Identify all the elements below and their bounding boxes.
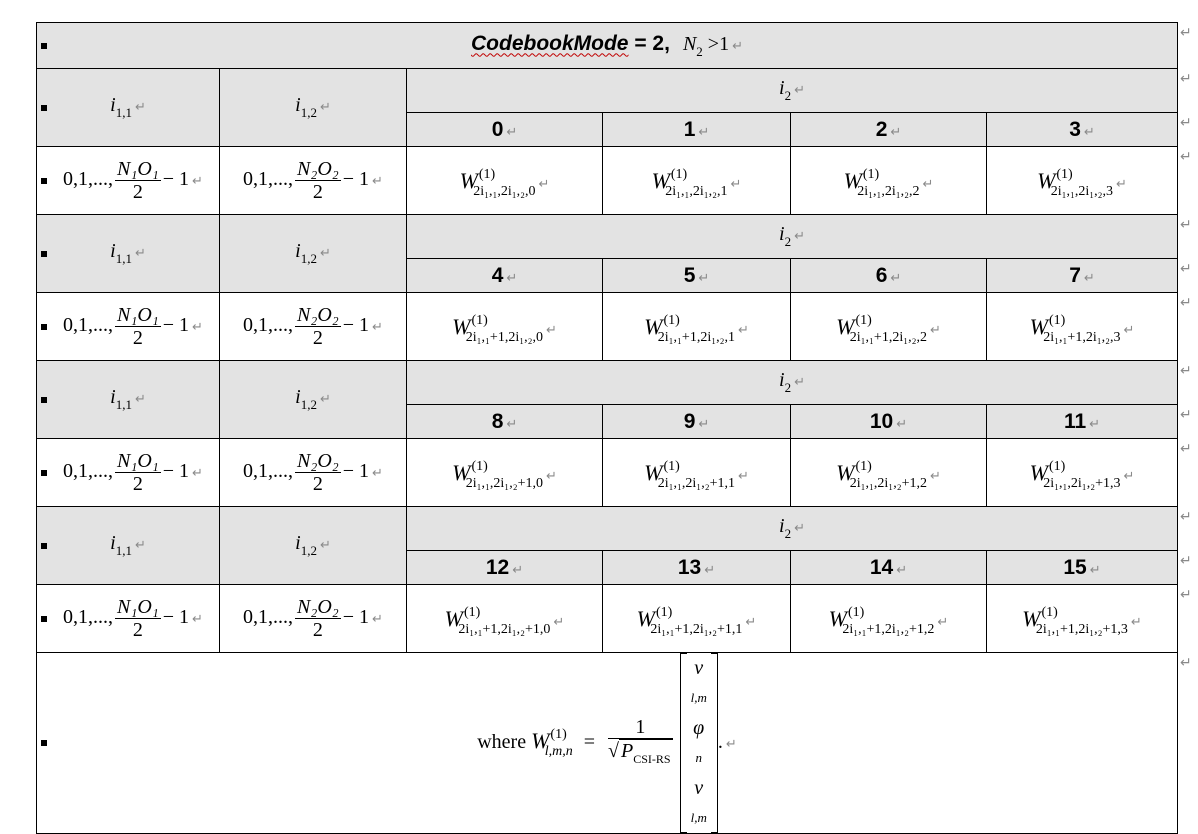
row-end-mark: ↵ bbox=[1180, 149, 1192, 165]
column-index-header: 5 ↵ bbox=[603, 259, 791, 293]
row-end-mark: ↵ bbox=[1180, 363, 1192, 379]
column-index-header: 8 ↵ bbox=[407, 405, 603, 439]
header-i12: $i_{1,2}$ ↵ bbox=[220, 507, 407, 585]
column-index-header: 11 ↵ bbox=[987, 405, 1178, 439]
column-index-header: 3 ↵ bbox=[987, 113, 1178, 147]
bullet-marker bbox=[41, 251, 47, 257]
bullet-marker bbox=[41, 616, 47, 622]
bullet-marker bbox=[41, 178, 47, 184]
header-i11: $i_{1,1}$ ↵ bbox=[37, 507, 220, 585]
precoder-matrix-cell: $W^{(1)}_{2i_1,_1+1,2i_1,_2+1,1}$ ↵ bbox=[603, 585, 791, 653]
bullet-marker bbox=[41, 397, 47, 403]
row-end-mark: ↵ bbox=[1180, 441, 1192, 457]
bullet-marker bbox=[41, 543, 47, 549]
row-end-mark: ↵ bbox=[1180, 261, 1192, 277]
row-end-mark: ↵ bbox=[1180, 553, 1192, 569]
codebook-table bbox=[36, 22, 1178, 834]
precoder-matrix-cell: $W^{(1)}_{2i_1,_1+1,2i_1,_2+1,0}$ ↵ bbox=[407, 585, 603, 653]
precoder-matrix-cell: $W^{(1)}_{2i_1,_1,2i_1,_2,1}$ ↵ bbox=[603, 147, 791, 215]
bullet-marker bbox=[41, 43, 47, 49]
table-row bbox=[37, 147, 1178, 215]
column-index-header: 9 ↵ bbox=[603, 405, 791, 439]
precoder-matrix-cell: $W^{(1)}_{2i_1,_1+1,2i_1,_2+1,3}$ ↵ bbox=[987, 585, 1178, 653]
column-index-header: 14 ↵ bbox=[791, 551, 987, 585]
index-range-cell: 0,1,..., $\frac{\text{N₁O₁}}{2}$ − 1 ↵ bbox=[37, 293, 220, 361]
table-row bbox=[37, 585, 1178, 653]
row-end-mark: ↵ bbox=[1180, 407, 1192, 423]
header-i2: $i_2$ ↵ bbox=[407, 215, 1178, 259]
column-index-header: 15 ↵ bbox=[987, 551, 1178, 585]
header-i12: $i_{1,2}$ ↵ bbox=[220, 215, 407, 293]
precoder-matrix-cell: $W^{(1)}_{2i_1,_1+1,2i_1,_2,1}$ ↵ bbox=[603, 293, 791, 361]
normalization-fraction: $\frac{1}{√ P_{CSI-RS}}$ bbox=[608, 716, 673, 770]
column-index-header: 1 ↵ bbox=[603, 113, 791, 147]
column-index-header: 10 ↵ bbox=[791, 405, 987, 439]
table-row bbox=[37, 439, 1178, 507]
precoder-matrix-cell: $W^{(1)}_{2i_1,_1,2i_1,_2+1,1}$ ↵ bbox=[603, 439, 791, 507]
vector-bracket: v l,m φ n v l,m bbox=[680, 653, 718, 833]
row-end-mark: ↵ bbox=[1180, 25, 1192, 41]
header-i2: $i_2$ ↵ bbox=[407, 69, 1178, 113]
bullet-marker bbox=[41, 470, 47, 476]
row-end-mark: ↵ bbox=[1180, 587, 1192, 603]
column-index-header: 6 ↵ bbox=[791, 259, 987, 293]
index-range-cell: 0,1,..., $\frac{\text{N₂O₂}}{2}$ − 1 ↵ bbox=[220, 585, 407, 653]
table-title: CodebookMode = 2, bbox=[471, 31, 670, 55]
bullet-marker bbox=[41, 740, 47, 746]
precoder-matrix-cell: $W^{(1)}_{2i_1,_1,2i_1,_2,0}$ ↵ bbox=[407, 147, 603, 215]
precoder-matrix-cell: $W^{(1)}_{2i_1,_1,2i_1,_2,3}$ ↵ bbox=[987, 147, 1178, 215]
index-range-cell: 0,1,..., $\frac{\text{N₁O₁}}{2}$ − 1 ↵ bbox=[37, 439, 220, 507]
header-i11: $i_{1,1}$ ↵ bbox=[37, 361, 220, 439]
header-i11: $i_{1,1}$ ↵ bbox=[37, 69, 220, 147]
column-index-header: 7 ↵ bbox=[987, 259, 1178, 293]
bullet-marker bbox=[41, 105, 47, 111]
column-index-header: 13 ↵ bbox=[603, 551, 791, 585]
row-end-mark: ↵ bbox=[1180, 71, 1192, 87]
index-range-cell: 0,1,..., $\frac{\text{N₂O₂}}{2}$ − 1 ↵ bbox=[220, 293, 407, 361]
precoder-matrix-cell: $W^{(1)}_{2i_1,_1,2i_1,_2,2}$ ↵ bbox=[791, 147, 987, 215]
header-i12: $i_{1,2}$ ↵ bbox=[220, 69, 407, 147]
header-i2: $i_2$ ↵ bbox=[407, 507, 1178, 551]
column-index-header: 2 ↵ bbox=[791, 113, 987, 147]
table-title-cell: CodebookMode = 2, $N_2 >1$ ↵ bbox=[37, 23, 1178, 69]
header-i2: $i_2$ ↵ bbox=[407, 361, 1178, 405]
column-index-header: 4 ↵ bbox=[407, 259, 603, 293]
precoder-matrix-cell: $W^{(1)}_{2i_1,_1+1,2i_1,_2,3}$ ↵ bbox=[987, 293, 1178, 361]
header-i11: $i_{1,1}$ ↵ bbox=[37, 215, 220, 293]
footer-formula: where $W^{(1)}_{l,m,n}$ = $\frac{1}{√ P_{CSI-RS}}$ v l,m φ n v l,m . ↵ bbox=[477, 731, 737, 753]
row-end-mark: ↵ bbox=[1180, 115, 1192, 131]
precoder-matrix-cell: $W^{(1)}_{2i_1,_1,2i_1,_2+1,3}$ ↵ bbox=[987, 439, 1178, 507]
header-i12: $i_{1,2}$ ↵ bbox=[220, 361, 407, 439]
column-index-header: 0 ↵ bbox=[407, 113, 603, 147]
table-row bbox=[37, 293, 1178, 361]
row-end-mark: ↵ bbox=[1180, 655, 1192, 671]
precoder-matrix-cell: $W^{(1)}_{2i_1,_1+1,2i_1,_2,0}$ ↵ bbox=[407, 293, 603, 361]
row-end-mark: ↵ bbox=[1180, 217, 1192, 233]
formula-cell bbox=[37, 653, 1178, 834]
precoder-matrix-cell: $W^{(1)}_{2i_1,_1,2i_1,_2+1,0}$ ↵ bbox=[407, 439, 603, 507]
precoder-matrix-cell: $W^{(1)}_{2i_1,_1+1,2i_1,_2+1,2}$ ↵ bbox=[791, 585, 987, 653]
column-index-header: 12 ↵ bbox=[407, 551, 603, 585]
index-range-cell: 0,1,..., $\frac{\text{N₁O₁}}{2}$ − 1 ↵ bbox=[37, 585, 220, 653]
precoder-matrix-cell: $W^{(1)}_{2i_1,_1,2i_1,_2+1,2}$ ↵ bbox=[791, 439, 987, 507]
index-range-cell: 0,1,..., $\frac{\text{N₂O₂}}{2}$ − 1 ↵ bbox=[220, 147, 407, 215]
row-end-mark: ↵ bbox=[1180, 295, 1192, 311]
row-end-mark: ↵ bbox=[1180, 509, 1192, 525]
index-range-cell: 0,1,..., $\frac{\text{N₁O₁}}{2}$ − 1 ↵ bbox=[37, 147, 220, 215]
bullet-marker bbox=[41, 324, 47, 330]
index-range-cell: 0,1,..., $\frac{\text{N₂O₂}}{2}$ − 1 ↵ bbox=[220, 439, 407, 507]
precoder-matrix-cell: $W^{(1)}_{2i_1,_1+1,2i_1,_2,2}$ ↵ bbox=[791, 293, 987, 361]
